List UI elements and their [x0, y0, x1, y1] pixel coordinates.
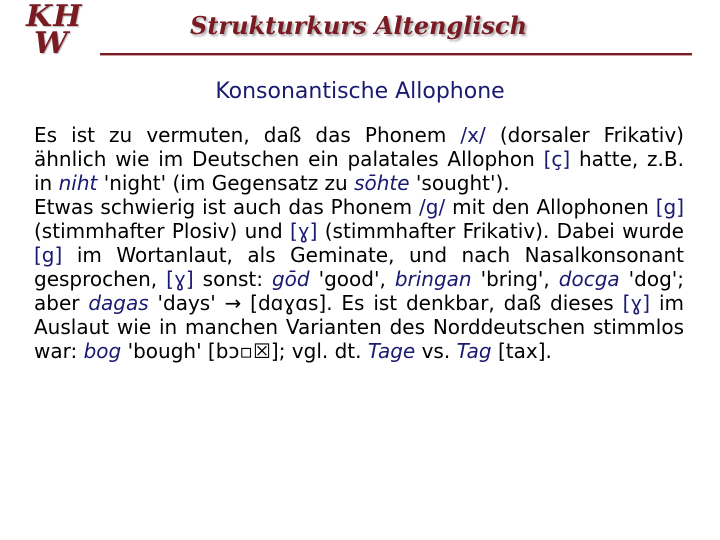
text: ]; vgl. dt. [270, 339, 368, 363]
phonetic-transcription: dɑɣɑs [257, 291, 319, 315]
example-word: sōhte [354, 171, 410, 195]
text: hatte, z.B. in [34, 147, 684, 195]
text: Es ist zu vermuten, daß das Phonem [34, 123, 461, 147]
phoneme: /x/ [460, 123, 486, 147]
text: 'bough' [ [121, 339, 216, 363]
text: Etwas schwierig ist auch das Phonem [34, 195, 420, 219]
phonetic-transcription: bɔ▫☒ [215, 339, 271, 363]
allophone: [ç] [543, 147, 571, 171]
arrow-icon: → [224, 291, 242, 315]
example-word: bringan [394, 267, 472, 291]
text: 'sought'). [409, 171, 510, 195]
text: sonst: [193, 267, 272, 291]
text: [tax]. [491, 339, 552, 363]
example-word: gōd [271, 267, 310, 291]
text: 'bring', [471, 267, 559, 291]
example-word: Tag [456, 339, 492, 363]
paragraph-2 [34, 195, 684, 363]
text: mit den Allophonen [445, 195, 656, 219]
text: vs. [415, 339, 457, 363]
course-title: Strukturkurs Altenglisch [190, 11, 528, 40]
logo [24, 2, 94, 60]
example-word: dagas [88, 291, 149, 315]
paragraph-1 [34, 123, 684, 195]
text: 'dog'; aber [34, 267, 685, 315]
logo-line-1: KH [26, 0, 83, 34]
example-word: niht [58, 171, 98, 195]
text: (stimmhafter Plosiv) und [34, 219, 290, 243]
phoneme: /g/ [419, 195, 446, 219]
text: [ [241, 291, 258, 315]
text: 'days' [148, 291, 225, 315]
logo-line-2: W [34, 26, 68, 61]
allophone: [ɣ] [622, 291, 651, 315]
slide-body [34, 123, 684, 363]
example-word: Tage [367, 339, 416, 363]
text: im Auslaut wie in manchen Varianten des Norddeutschen stimmlos war: [34, 291, 684, 363]
header-divider [100, 53, 692, 56]
text: 'good', [309, 267, 395, 291]
allophone: [ɣ] [166, 267, 194, 291]
slide-title: Konsonantische Allophone [215, 79, 505, 104]
text: (stimmhafter Frikativ). Dabei wurde [317, 219, 684, 243]
text: ]. Es ist denkbar, daß dieses [318, 291, 623, 315]
text: 'night' (im Gegensatz zu [97, 171, 355, 195]
example-word: docga [558, 267, 620, 291]
allophone: [g] [655, 195, 685, 219]
allophone: [g] [34, 243, 63, 267]
text: im Wortanlaut, als Geminate, und nach Nasalkonsonant gesprochen, [34, 243, 684, 291]
text: (dorsaler Frikativ) ähnlich wie im Deutschen ein palatales Allophon [34, 123, 684, 171]
example-word: bog [83, 339, 122, 363]
allophone: [ɣ] [289, 219, 318, 243]
